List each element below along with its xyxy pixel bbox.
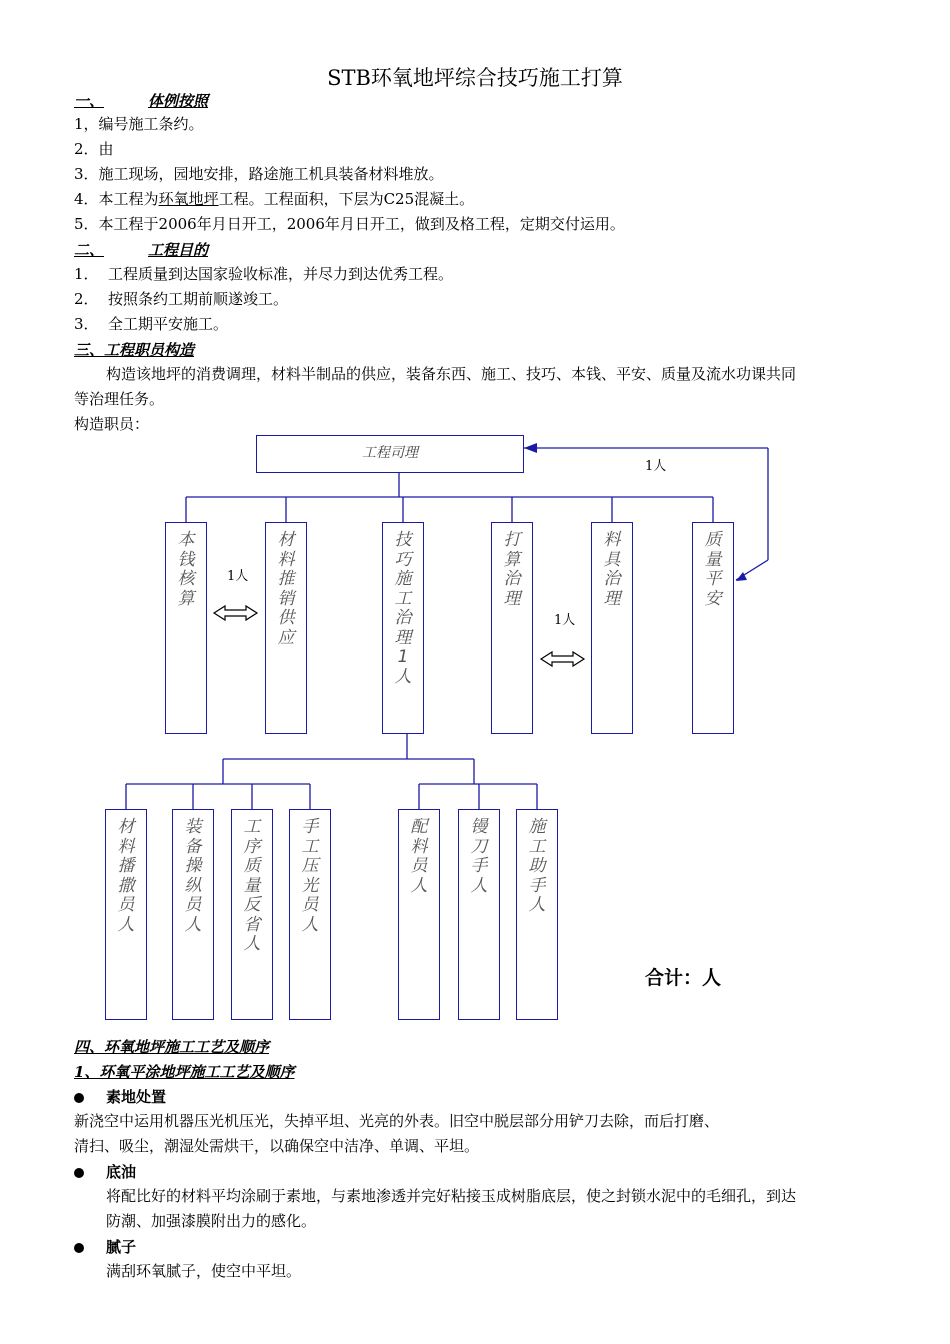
paragraph-line: 将配比好的材料平均涂刷于素地，与素地渗透并完好粘接玉成树脂底层，使之封锁水泥中的毛细孔，到达: [106, 1187, 797, 1205]
section-1-heading-text: 体例按照: [148, 92, 209, 110]
bullet-icon: [74, 1093, 84, 1103]
bullet-item: 素地处置: [74, 1086, 166, 1107]
org-node-equipment-operator: 装备操纵员人: [172, 809, 214, 1020]
paragraph-line: 防潮、加强漆膜附出力的感化。: [106, 1212, 317, 1230]
paragraph-line: 等治理任务。: [74, 390, 165, 408]
org-node-manager: 工程司理: [256, 435, 524, 473]
total-label: 合计：人: [645, 967, 722, 989]
list-item: 3． 全工期平安施工。: [74, 315, 229, 333]
bullet-item: 腻子: [74, 1236, 136, 1257]
org-node-tools: 料具治理: [591, 522, 633, 734]
bullet-icon: [74, 1168, 84, 1178]
staff-label: 构造职员：: [74, 415, 150, 433]
paragraph-line: 新浇空中运用机器压光机压光，失掉平坦、光亮的外表。旧空中脱层部分用铲刀去除，而后打磨、: [74, 1112, 720, 1130]
section-2-heading: 二、 工程目的: [74, 241, 209, 259]
note-mid: 1人: [554, 613, 576, 628]
list-item: 2． 按照条约工期前顺遂竣工。: [74, 290, 289, 308]
list-item: 5．本工程于2006年月日开工，2006年月日开工，做到及格工程，定期交付运用。: [74, 215, 625, 233]
org-node-cost-accounting: 本钱核算: [165, 522, 207, 734]
list-item: 1． 工程质量到达国家验收标准，并尽力到达优秀工程。: [74, 265, 454, 283]
note-top-right: 1人: [645, 459, 667, 474]
bullet-item: 底油: [74, 1161, 136, 1182]
org-node-quality-safety: 质量平安: [692, 522, 734, 734]
section-4-heading: 四、环氧地坪施工工艺及顺序: [74, 1038, 270, 1056]
paragraph-line: 满刮环氧腻子，使空中平坦。: [106, 1262, 302, 1280]
paragraph-line: 清扫、吸尘，潮湿处需烘干，以确保空中洁净、单调、平坦。: [74, 1137, 480, 1155]
bullet-icon: [74, 1243, 84, 1253]
paragraph-line: 构造该地坪的消费调理，材料半制品的供应，装备东西、施工、技巧、本钱、平安、质量及流水功课共同: [106, 365, 797, 383]
org-node-planning: 打算治理: [491, 522, 533, 734]
section-1-heading-num: 一、: [74, 92, 105, 110]
org-node-technical-management: 技巧施工治理1人: [382, 522, 424, 734]
note-left: 1人: [227, 569, 249, 584]
list-item: 1，编号施工条约。: [74, 115, 204, 133]
section-3-heading: 三、工程职员构造: [74, 341, 195, 359]
list-item: 3．施工现场，园地安排，路途施工机具装备材料堆放。: [74, 165, 444, 183]
org-node-quality-inspector: 工序质量反省人: [231, 809, 273, 1020]
org-node-trowel-worker: 镘刀手人: [458, 809, 500, 1020]
org-node-spreader: 材料播撒员人: [105, 809, 147, 1020]
page-title: STB环氧地坪综合技巧施工打算: [327, 66, 623, 90]
org-node-material-supply: 材料推销供应: [265, 522, 307, 734]
section-4-subheading: 1、环氧平涂地坪施工工艺及顺序: [74, 1063, 295, 1081]
org-node-mixer: 配料员人: [398, 809, 440, 1020]
list-item: 4．本工程为环氧地坪工程。工程面积，下层为C25混凝土。: [74, 190, 475, 208]
org-node-hand-trowel: 手工压光员人: [289, 809, 331, 1020]
epoxy-floor-link[interactable]: 环氧地坪: [158, 190, 219, 208]
list-item: 2．由: [74, 140, 114, 158]
org-node-assistant: 施工助手人: [516, 809, 558, 1020]
